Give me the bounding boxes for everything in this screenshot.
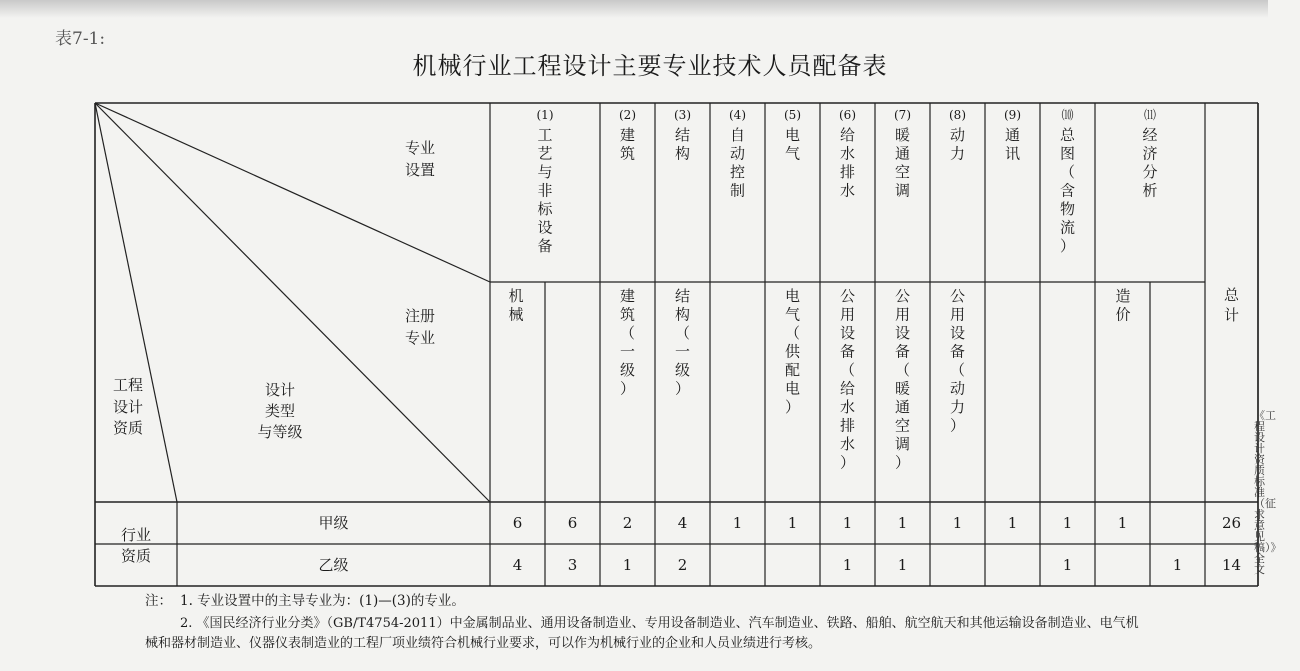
svg-text:调: 调 xyxy=(894,435,911,453)
registered-specialty xyxy=(508,287,523,324)
svg-text:析: 析 xyxy=(1142,181,1158,200)
svg-text:水: 水 xyxy=(839,435,856,453)
svg-text:含: 含 xyxy=(1059,181,1076,200)
total-header xyxy=(1224,286,1240,324)
svg-text:供: 供 xyxy=(784,342,801,361)
svg-text:设: 设 xyxy=(894,324,911,342)
svg-text:）: ） xyxy=(839,453,856,472)
svg-text:（: （ xyxy=(619,324,636,342)
svg-text:）: ） xyxy=(674,379,691,398)
svg-text:（: （ xyxy=(839,361,856,379)
industry-label: 行业 xyxy=(120,526,152,544)
note-line-2a: 2. 《国民经济行业分类》（GB/T4754-2011）中金属制品业、通用设备制造业、专用设备制造业、汽车制造业、铁路、船舶、航空航天和其他运输设备制造业、电气机 xyxy=(180,616,1139,631)
note-line-2b: 械和器材制造业、仪器仪表制造业的工程厂项业绩符合机械行业要求，可以作为机械行业的企业和人员业绩进行考核。 xyxy=(145,636,822,651)
registered-specialty xyxy=(895,287,910,472)
major-number: ⑽ xyxy=(1061,108,1074,122)
svg-text:电: 电 xyxy=(784,126,801,144)
svg-text:通: 通 xyxy=(894,398,911,416)
corner-design-type: 设计 xyxy=(264,381,296,399)
major-name xyxy=(675,126,690,163)
major-number: (5) xyxy=(784,108,801,122)
total-value: 14 xyxy=(1221,556,1242,574)
table-label: 表7-1: xyxy=(55,29,106,49)
side-margin-text: 《工程设计资质标准（征求意见稿）》全文 xyxy=(1254,409,1282,576)
cell-value: 1 xyxy=(1172,556,1183,574)
svg-text:电: 电 xyxy=(784,287,801,305)
svg-text:控: 控 xyxy=(729,163,746,181)
cell-value: 1 xyxy=(842,556,853,574)
svg-text:暖: 暖 xyxy=(894,379,911,398)
svg-text:水: 水 xyxy=(839,398,856,416)
svg-text:备: 备 xyxy=(894,342,911,361)
svg-text:与: 与 xyxy=(537,163,553,181)
grade-label: 乙级 xyxy=(318,556,349,574)
svg-text:备: 备 xyxy=(537,237,553,255)
svg-text:备: 备 xyxy=(839,342,856,361)
corner-qualification: 设计 xyxy=(112,398,144,416)
svg-text:工: 工 xyxy=(537,126,553,144)
svg-text:制: 制 xyxy=(729,181,746,200)
corner-registered-specialty: 专业 xyxy=(404,329,436,347)
major-name xyxy=(620,126,635,163)
svg-text:）: ） xyxy=(619,379,636,398)
page-title: 机械行业工程设计主要专业技术人员配备表 xyxy=(412,52,888,80)
svg-text:（: （ xyxy=(949,361,966,379)
svg-text:）: ） xyxy=(784,398,801,416)
svg-text:气: 气 xyxy=(784,305,801,324)
registered-specialty xyxy=(950,287,965,435)
svg-text:标: 标 xyxy=(537,200,553,218)
corner-specialty-setting: 设置 xyxy=(404,161,436,179)
svg-text:）: ） xyxy=(1059,237,1076,255)
cell-value: 1 xyxy=(1062,556,1073,574)
cell-value: 1 xyxy=(1007,514,1018,532)
svg-text:总: 总 xyxy=(1059,126,1076,144)
major-name xyxy=(840,126,855,200)
svg-text:公: 公 xyxy=(839,287,856,305)
corner-diagonal-3 xyxy=(95,103,177,502)
svg-text:流: 流 xyxy=(1059,218,1076,237)
svg-text:（: （ xyxy=(894,361,911,379)
cell-value: 4 xyxy=(677,514,688,532)
svg-text:力: 力 xyxy=(949,144,966,163)
major-name xyxy=(950,126,965,163)
cell-value: 1 xyxy=(787,514,798,532)
corner-registered-specialty: 注册 xyxy=(404,307,436,325)
corner-diagonal-1 xyxy=(95,103,490,282)
registered-specialty xyxy=(1115,287,1130,324)
svg-text:物: 物 xyxy=(1059,200,1076,218)
svg-text:暖: 暖 xyxy=(894,126,911,144)
svg-text:价: 价 xyxy=(1115,305,1131,324)
cell-value: 3 xyxy=(567,556,578,574)
cell-value: 4 xyxy=(512,556,523,574)
cell-value: 1 xyxy=(897,514,908,532)
svg-text:排: 排 xyxy=(839,416,856,435)
svg-text:一: 一 xyxy=(619,342,636,361)
industry-label: 资质 xyxy=(120,547,152,565)
major-number: ⑾ xyxy=(1143,108,1157,122)
svg-text:水: 水 xyxy=(839,181,856,200)
svg-text:总: 总 xyxy=(1223,286,1240,304)
svg-text:用: 用 xyxy=(839,305,856,324)
svg-text:给: 给 xyxy=(839,379,856,398)
svg-text:构: 构 xyxy=(674,305,691,324)
svg-text:（: （ xyxy=(1059,163,1076,181)
svg-text:力: 力 xyxy=(949,398,966,416)
svg-text:备: 备 xyxy=(949,342,966,361)
svg-text:设: 设 xyxy=(949,324,966,342)
svg-text:艺: 艺 xyxy=(537,144,553,163)
cell-value: 1 xyxy=(897,556,908,574)
note-line-1: 1. 专业设置中的主导专业为：(1)—(3)的专业。 xyxy=(180,593,465,609)
major-name xyxy=(1142,126,1157,200)
svg-text:级: 级 xyxy=(619,361,636,379)
major-name xyxy=(895,126,910,200)
corner-design-type: 与等级 xyxy=(257,423,303,441)
cell-value: 2 xyxy=(677,556,688,574)
registered-specialty xyxy=(840,287,855,472)
svg-text:空: 空 xyxy=(894,416,911,435)
major-number: (1) xyxy=(536,108,554,122)
major-number: (9) xyxy=(1004,108,1021,122)
svg-text:机: 机 xyxy=(508,287,524,305)
registered-specialty xyxy=(785,287,801,416)
svg-text:筑: 筑 xyxy=(619,144,636,163)
major-name xyxy=(1005,126,1020,163)
corner-qualification: 资质 xyxy=(112,419,144,437)
svg-text:非: 非 xyxy=(537,181,553,200)
cell-value: 6 xyxy=(567,514,578,532)
svg-text:公: 公 xyxy=(949,287,966,305)
note-prefix: 注： xyxy=(145,593,172,609)
major-number: (8) xyxy=(949,108,966,122)
svg-text:（: （ xyxy=(674,324,691,342)
svg-text:水: 水 xyxy=(839,144,856,163)
corner-qualification: 工程 xyxy=(112,376,144,394)
svg-text:气: 气 xyxy=(784,144,801,163)
cell-value: 2 xyxy=(622,514,633,532)
svg-text:结: 结 xyxy=(674,126,691,144)
svg-text:分: 分 xyxy=(1142,163,1158,181)
svg-text:通: 通 xyxy=(1004,126,1021,144)
svg-text:空: 空 xyxy=(894,163,911,181)
svg-text:用: 用 xyxy=(949,305,966,324)
major-number: (4) xyxy=(729,108,746,122)
svg-text:排: 排 xyxy=(839,163,856,181)
major-name xyxy=(730,126,745,200)
svg-text:设: 设 xyxy=(839,324,856,342)
cell-value: 6 xyxy=(512,514,523,532)
total-value: 26 xyxy=(1221,514,1242,532)
registered-specialty xyxy=(675,287,690,398)
svg-text:）: ） xyxy=(949,416,966,435)
svg-text:动: 动 xyxy=(729,144,746,163)
svg-text:动: 动 xyxy=(949,379,966,398)
svg-text:讯: 讯 xyxy=(1004,144,1021,163)
svg-text:设: 设 xyxy=(537,218,553,237)
major-number: (3) xyxy=(674,108,691,122)
svg-text:用: 用 xyxy=(894,305,911,324)
svg-text:筑: 筑 xyxy=(619,305,636,324)
major-name xyxy=(537,126,553,255)
svg-text:）: ） xyxy=(894,453,911,472)
cell-value: 1 xyxy=(842,514,853,532)
svg-text:一: 一 xyxy=(674,342,691,361)
cell-value: 1 xyxy=(732,514,743,532)
svg-text:配: 配 xyxy=(784,361,801,379)
grade-label: 甲级 xyxy=(318,514,349,532)
svg-text:建: 建 xyxy=(619,126,636,144)
major-number: (6) xyxy=(839,108,856,122)
major-number: (7) xyxy=(894,108,911,122)
svg-text:调: 调 xyxy=(894,181,911,200)
registered-specialty xyxy=(620,287,635,398)
svg-text:给: 给 xyxy=(839,126,856,144)
svg-text:电: 电 xyxy=(784,379,801,398)
cell-value: 1 xyxy=(622,556,633,574)
major-name xyxy=(1060,126,1076,255)
cell-value: 1 xyxy=(1062,514,1073,532)
svg-text:造: 造 xyxy=(1115,287,1131,305)
svg-text:构: 构 xyxy=(674,144,691,163)
corner-design-type: 类型 xyxy=(264,402,296,420)
svg-text:济: 济 xyxy=(1142,144,1158,163)
svg-text:图: 图 xyxy=(1059,144,1076,163)
cell-value: 1 xyxy=(1117,514,1128,532)
svg-text:自: 自 xyxy=(729,126,746,144)
svg-text:通: 通 xyxy=(894,144,911,163)
svg-text:经: 经 xyxy=(1142,126,1158,144)
svg-text:动: 动 xyxy=(949,126,966,144)
major-number: (2) xyxy=(619,108,636,122)
svg-text:械: 械 xyxy=(508,305,524,324)
cell-value: 1 xyxy=(952,514,963,532)
svg-text:结: 结 xyxy=(674,287,691,305)
major-name xyxy=(785,126,800,163)
svg-text:计: 计 xyxy=(1223,306,1240,324)
svg-text:级: 级 xyxy=(674,361,691,379)
svg-text:（: （ xyxy=(784,324,801,342)
svg-text:建: 建 xyxy=(619,287,636,305)
svg-text:公: 公 xyxy=(894,287,911,305)
corner-specialty-setting: 专业 xyxy=(404,139,436,157)
